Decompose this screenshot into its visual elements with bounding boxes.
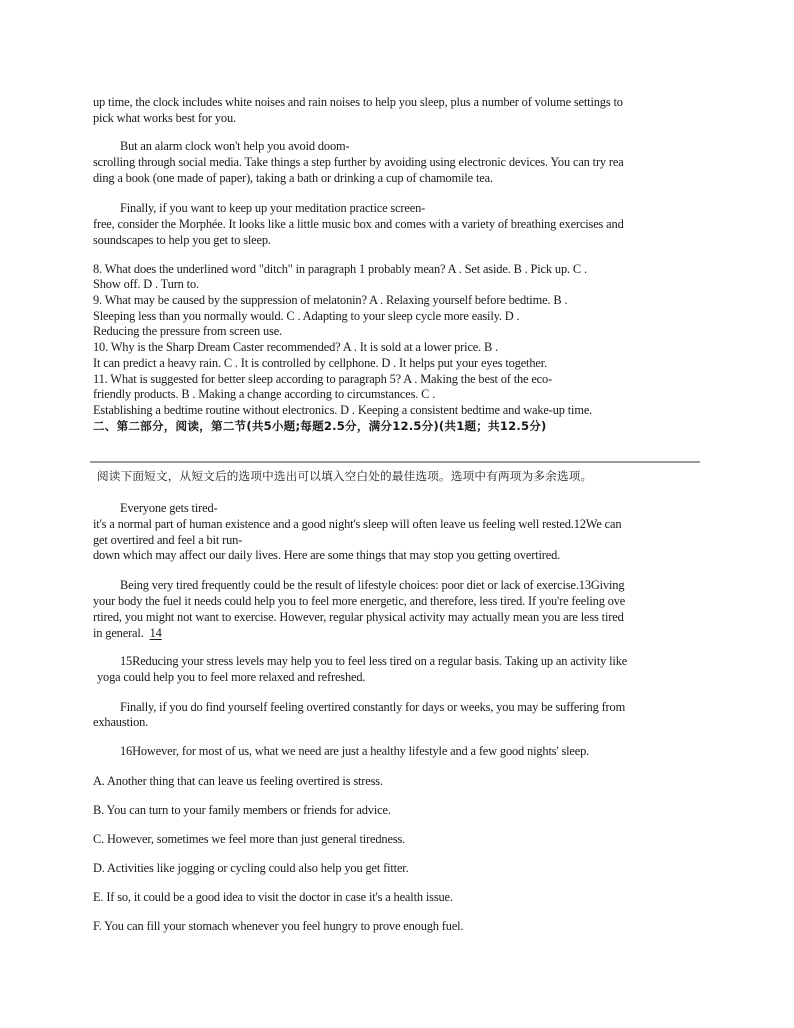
question-line: It can predict a heavy rain. C . It is controlled by cellphone. D . It helps put your eyes together. [93,356,547,370]
option-item: E. If so, it could be a good idea to visit the doctor in case it's a health issue. [93,890,453,904]
passage-line: up time, the clock includes white noises and rain noises to help you sleep, plus a number of volume settings to [93,95,623,109]
passage-line: yoga could help you to feel more relaxed and refreshed. [97,670,366,684]
option-item: B. You can turn to your family members or friends for advice. [93,803,391,817]
question-line: Sleeping less than you normally would. C . Adapting to your sleep cycle more easily. D . [93,309,520,323]
blank-number: 14 [149,626,162,640]
passage-line: ding a book (one made of paper), taking a bath or drinking a cup of chamomile tea. [93,171,493,185]
section-heading: 二、第二部分，阅读，第二节(共5小题;每题2.5分，满分12.5分)(共1题；共12.5分) [93,419,547,433]
passage-line: 16However, for most of us, what we need are just a healthy lifestyle and a few good nights' sleep. [120,744,590,758]
question-line: 9. What may be caused by the suppression of melatonin? A . Relaxing yourself before bedtime. B . [93,293,568,307]
passage-line: get overtired and feel a bit run- [93,533,243,547]
passage-line: Everyone gets tired- [120,501,218,515]
passage-line: rtired, you might not want to exercise. However, regular physical activity may actually mean you are less tired [93,610,624,624]
passage-line: scrolling through social media. Take things a step further by avoiding using electronic devices. You can try rea [93,155,624,169]
passage-text: in general. [93,626,144,640]
passage-line: Finally, if you do find yourself feeling overtired constantly for days or weeks, you may be suffering from [120,700,626,714]
passage-line: down which may affect our daily lives. Here are some things that may stop you getting overtired. [93,548,561,562]
passage-line: it's a normal part of human existence and a good night's sleep will often leave us feeling well rested.12We can [93,517,622,531]
question-line: friendly products. B . Making a change according to circumstances. C . [93,387,436,401]
passage-line: exhaustion. [93,715,149,729]
section-divider [90,461,700,463]
question-line: 8. What does the underlined word "ditch" in paragraph 1 probably mean? A . Set aside. B . Pick up. C . [93,262,587,276]
passage-line: Finally, if you want to keep up your meditation practice screen- [120,201,426,215]
question-line: Reducing the pressure from screen use. [93,324,283,338]
option-item: C. However, sometimes we feel more than just general tiredness. [93,832,406,846]
question-line: Show off. D . Turn to. [93,277,199,291]
option-item: A. Another thing that can leave us feeling overtired is stress. [93,774,383,788]
passage-line: pick what works best for you. [93,111,236,125]
question-line: Establishing a bedtime routine without electronics. D . Keeping a consistent bedtime and wake-up time. [93,403,593,417]
passage-line [93,625,703,641]
passage-line: Being very tired frequently could be the result of lifestyle choices: poor diet or lack of exercise.13Giving [120,578,625,592]
passage-line: soundscapes to help you get to sleep. [93,233,271,247]
passage-line: free, consider the Morphée. It looks like a little music box and comes with a variety of breathing exercises and [93,217,624,231]
question-line: 10. Why is the Sharp Dream Caster recommended? A . It is sold at a lower price. B . [93,340,499,354]
option-item: D. Activities like jogging or cycling could also help you get fitter. [93,861,409,875]
passage-line: your body the fuel it needs could help you to feel more energetic, and therefore, less tired. If you're feeling ove [93,594,626,608]
passage-line: 15Reducing your stress levels may help you to feel less tired on a regular basis. Taking up an activity like [120,654,628,668]
section-instruction: 阅读下面短文，从短文后的选项中选出可以填入空白处的最佳选项。选项中有两项为多余选项。 [97,469,593,483]
question-line: 11. What is suggested for better sleep according to paragraph 5? A . Making the best of the eco- [93,372,553,386]
option-item: F. You can fill your stomach whenever you feel hungry to prove enough fuel. [93,919,464,933]
passage-line: But an alarm clock won't help you avoid doom- [120,139,350,153]
